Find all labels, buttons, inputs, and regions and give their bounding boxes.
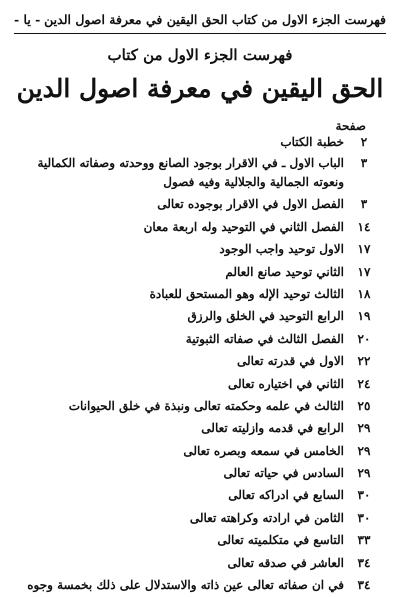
toc-page-number: ٣٠ (357, 510, 371, 525)
running-header (14, 6, 386, 32)
toc-entry (18, 154, 384, 194)
toc-entry-text: الفصل الثالث في صفاته الثبوتية (185, 331, 344, 346)
title-line-1: فهرست الجزء الاول من كتاب (107, 46, 293, 64)
toc-page-number: ٣٤ (357, 555, 371, 570)
toc-entry-text: الفصل الاول في الاقرار بوجوده تعالى (157, 197, 344, 212)
toc-page-number: ٢٩ (357, 466, 371, 481)
toc-page-number: ١٨ (357, 286, 371, 301)
toc-entry-text: الثامن في ارادته وكراهته تعالى (189, 510, 344, 525)
book-title: الحق اليقين في معرفة اصول الدين (16, 74, 384, 103)
running-title: فهرست الجزء الاول من كتاب الحق اليقين في معرفة اصول الدين (44, 11, 386, 27)
toc-page-number: ٢٢ (357, 354, 371, 369)
toc-page-number: ١٩ (357, 309, 371, 324)
toc-entry (18, 132, 384, 154)
toc-page-number: ٢٩ (357, 421, 371, 436)
toc-entry (18, 508, 384, 530)
toc-entry-text: الرابع في قدمه وازليته تعالى (201, 421, 344, 436)
toc-page-number: ٣٤ (357, 578, 371, 593)
toc-entry (18, 284, 384, 306)
toc-page-number: ١٧ (357, 242, 371, 257)
toc-entry-text: السابع في ادراكه تعالى (228, 488, 344, 503)
toc-entry (18, 351, 384, 373)
toc-page-number: ٢ (360, 135, 368, 149)
toc-entry (18, 553, 384, 575)
toc-page-number: ١٤ (357, 219, 371, 234)
toc-entry (18, 217, 384, 239)
toc-entry-text: خطبة الكتاب (280, 135, 344, 149)
toc-entry (18, 306, 384, 328)
toc-entry-text: السادس في حياته تعالى (223, 466, 344, 481)
toc-page-number: ٢٥ (357, 398, 371, 413)
toc-entry-text: التاسع في متكلميته تعالى (217, 533, 344, 548)
toc-entry-text: الثاني في اختياره تعالى (227, 376, 344, 391)
toc-entry (18, 194, 384, 216)
toc-entry-text: الثالث في علمه وحكمته تعالى ونبذة في خلق الحيوانات (68, 398, 344, 413)
toc-page-number: ٣ (360, 197, 368, 212)
toc-entry-text: العاشر في صدقه تعالى (227, 555, 344, 570)
toc-entry (18, 329, 384, 351)
toc-entry (18, 262, 384, 284)
toc-page-number: ٢٠ (357, 331, 371, 346)
toc-entry-text: الرابع التوحيد في الخلق والرزق (187, 309, 344, 324)
toc-page-number: ٣٣ (357, 533, 371, 548)
toc-entry-text: الاول توحيد واجب الوجود (219, 242, 344, 257)
toc-page-number: ٣٠ (357, 488, 371, 503)
toc-page-number: ١٧ (357, 264, 371, 279)
toc-page-number: ٢٩ (357, 443, 371, 458)
page-column-header: صفحة (335, 119, 366, 133)
toc-entry-text: الفصل الثاني في التوحيد وله اربعة معان (143, 219, 344, 234)
toc-entry-text: الثاني توحيد صانع العالم (225, 264, 344, 279)
toc-entry (18, 485, 384, 507)
toc-entry-text: الاول في قدرته تعالى (236, 354, 344, 369)
toc-page-number: ٣ (360, 156, 368, 171)
table-of-contents (18, 132, 384, 597)
toc-entry (18, 575, 384, 597)
header-rule (14, 33, 386, 34)
toc-entry-text: الباب الاول ـ في الاقرار بوجود الصانع ووحدته وصفاته الكمالية ونعوته الجمالية والجلالية وفيه فصول (37, 156, 344, 190)
toc-page-number: ٢٤ (357, 376, 371, 391)
toc-entry (18, 374, 384, 396)
toc-entry (18, 396, 384, 418)
toc-entry (18, 463, 384, 485)
toc-entry-text: الثالث توحيد الإله وهو المستحق للعبادة (149, 286, 344, 301)
toc-entry-text: في ان صفاته تعالى عين ذاته والاستدلال على ذلك بخمسة وجوه (27, 578, 344, 593)
page-marker: - يا - (14, 11, 41, 27)
toc-entry (18, 441, 384, 463)
toc-entry-text: الخامس في سمعه وبصره تعالى (183, 443, 344, 458)
toc-entry (18, 418, 384, 440)
toc-entry (18, 239, 384, 261)
toc-entry (18, 530, 384, 552)
